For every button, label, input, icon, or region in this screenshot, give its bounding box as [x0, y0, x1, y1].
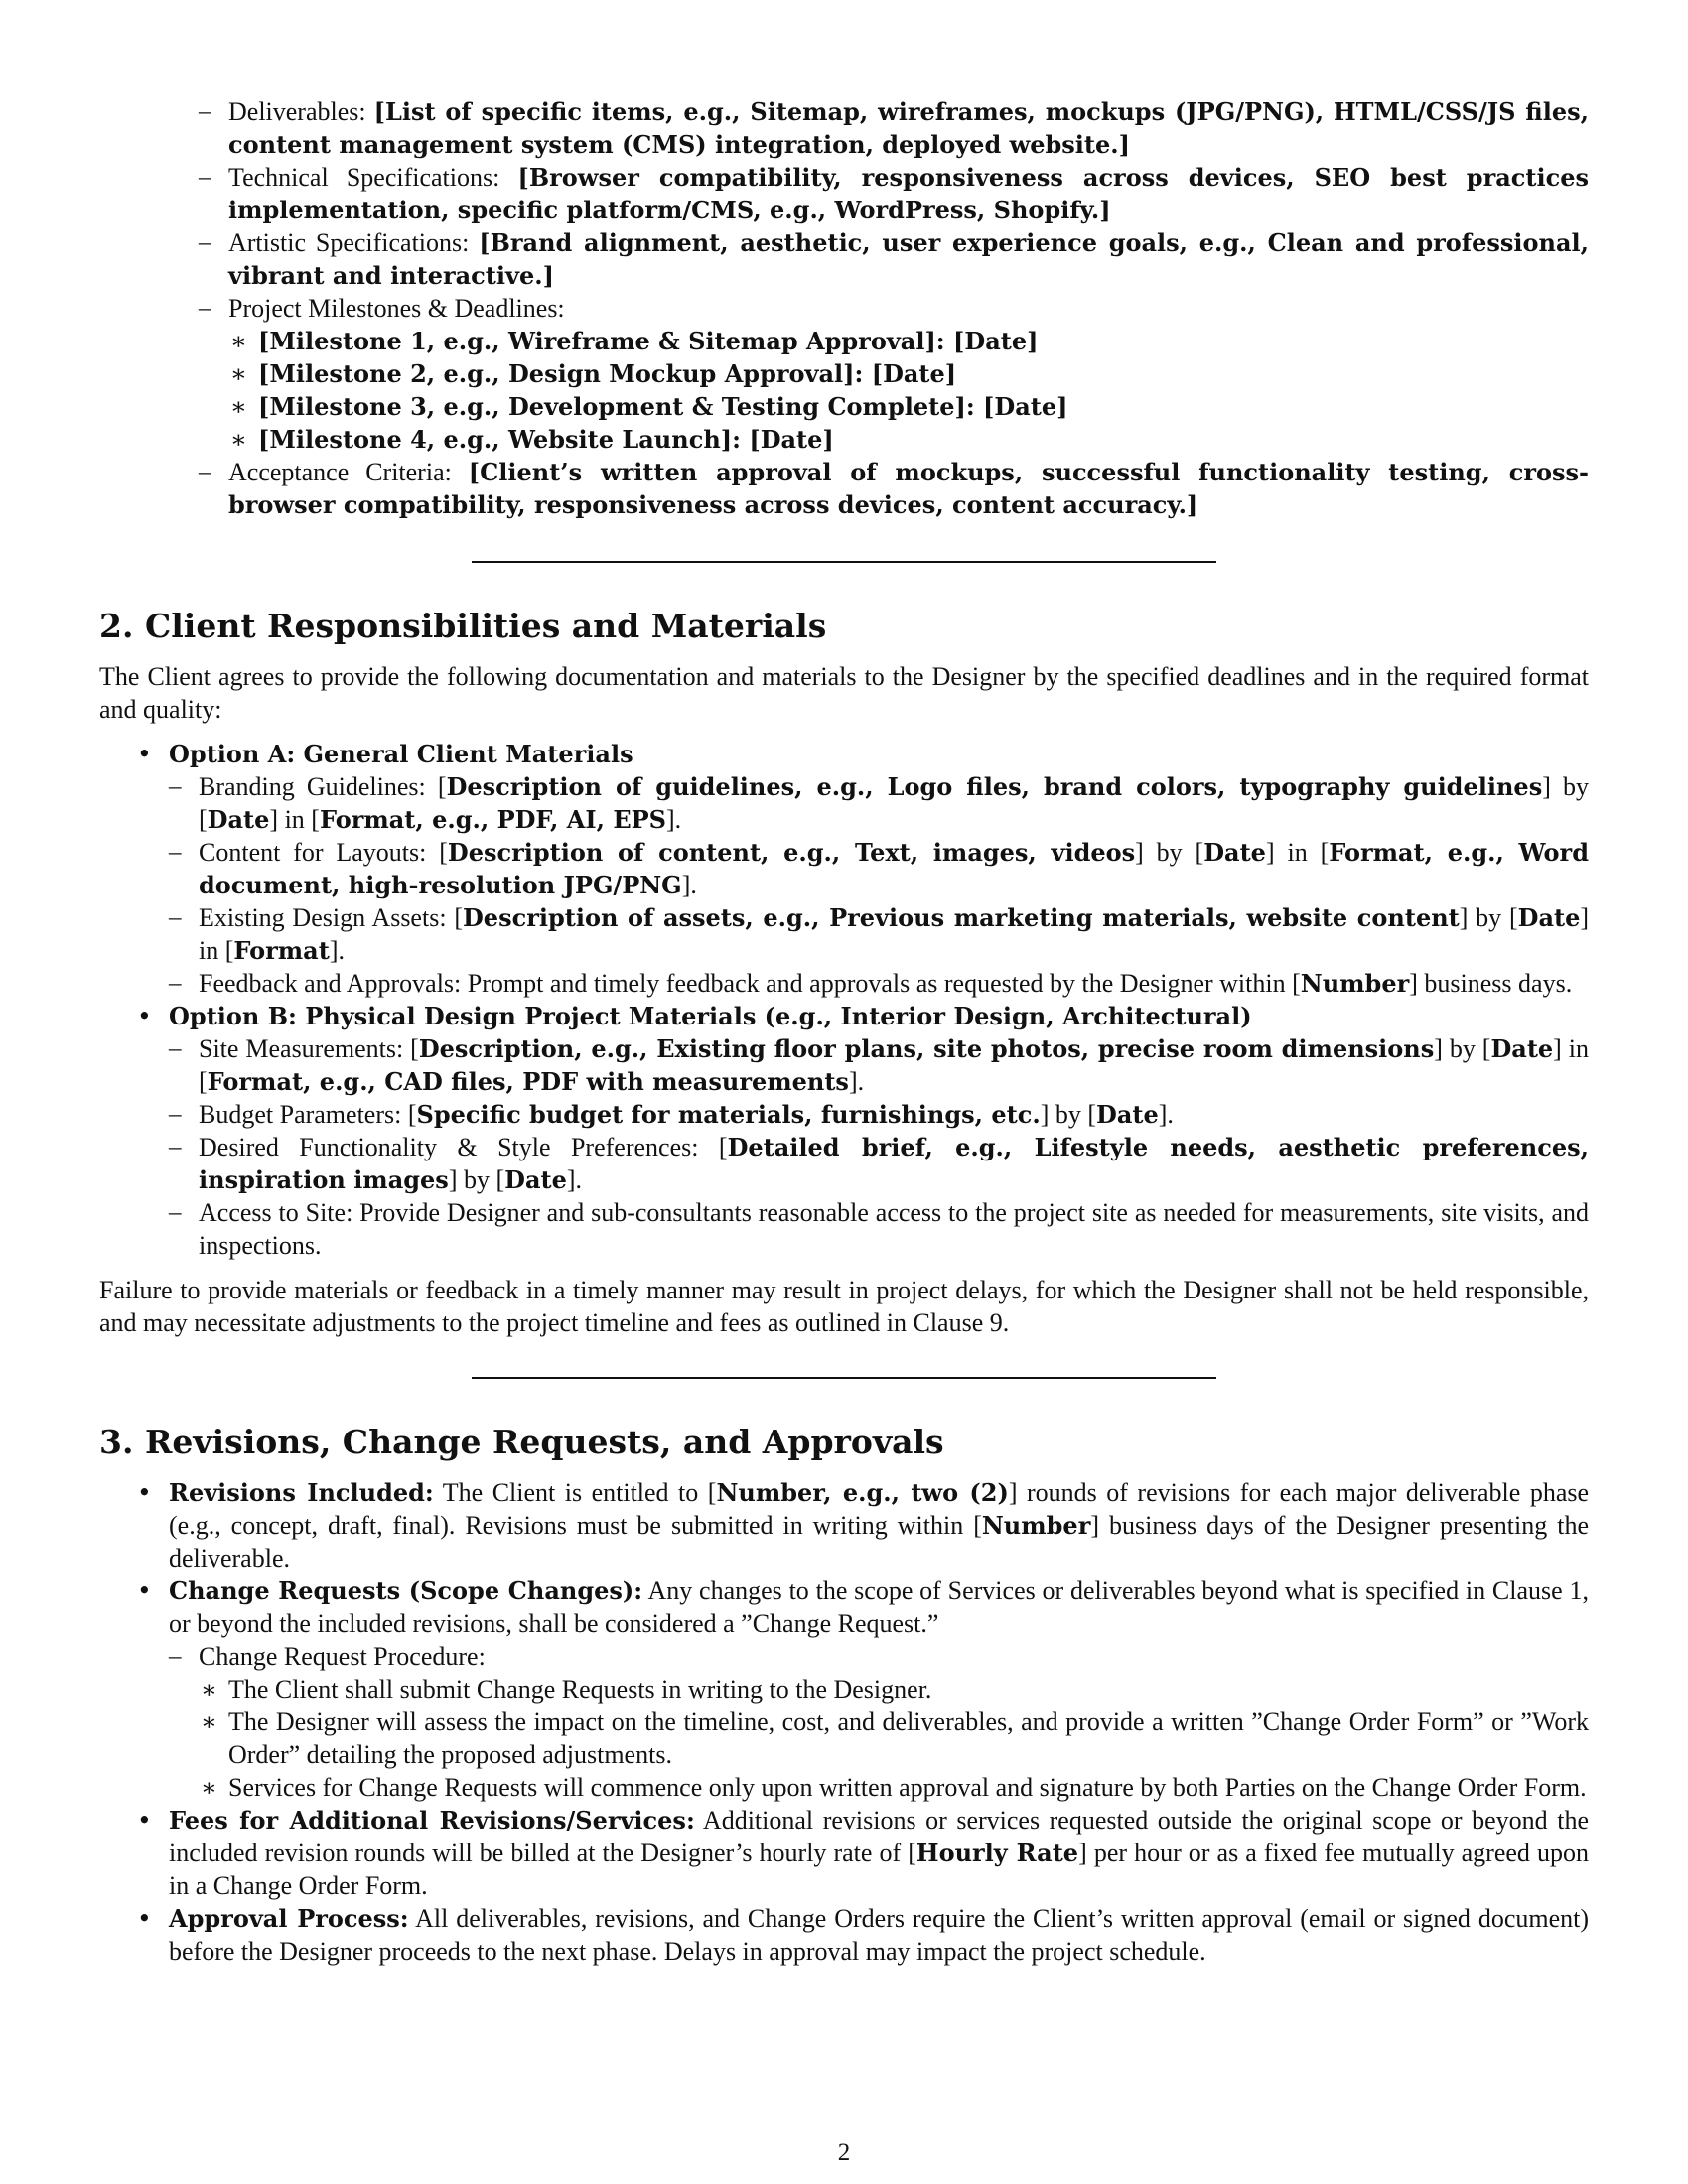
list-item: – Content for Layouts: [Description of content, e.g., Text, images, videos] by [Date] in [Format, e.g., Word document, high-resolution JPG/PNG].	[169, 836, 1589, 901]
milestone-item: ∗ [Milestone 2, e.g., Design Mockup Approval]: [Date]	[228, 357, 1589, 390]
milestone-item: ∗ [Milestone 4, e.g., Website Launch]: [Date]	[228, 423, 1589, 456]
section-intro: The Client agrees to provide the following documentation and materials to the Designer by the specified deadlines and in the required format and quality:	[99, 662, 1589, 724]
list-item: • Revisions Included: The Client is entitled to [Number, e.g., two (2)] rounds of revisions for each major deliverable phase (e.g., concept, draft, final). Revisions must be submitted in writing within [Number] business days of the Designer presenting the deliverable.	[99, 1476, 1589, 1574]
milestone-list	[228, 325, 1589, 456]
procedure-step: ∗ The Designer will assess the impact on the timeline, cost, and deliverables, and provide a written ”Change Order Form” or ”Work Order” detailing the proposed adjustments.	[199, 1706, 1589, 1771]
page-number: 2	[837, 2139, 851, 2166]
page-content	[99, 95, 1589, 1968]
procedure-step: ∗ The Client shall submit Change Requests in writing to the Designer.	[199, 1673, 1589, 1706]
list-item: – Budget Parameters: [Specific budget for materials, furnishings, etc.] by [Date].	[169, 1098, 1589, 1131]
section1-continuation	[99, 95, 1589, 521]
list-item: – Desired Functionality & Style Preferences: [Detailed brief, e.g., Lifestyle needs, aesthetic preferences, inspiration images] by [Date].	[169, 1131, 1589, 1196]
list-item: • Change Requests (Scope Changes): Any changes to the scope of Services or deliverables beyond what is specified in Clause 1, or beyond the included revisions, shall be considered a ”Change Request.” – Change Request Procedure: ∗ The Client shall submit Change Requests in writing to the Designer. ∗ The Designer will assess the impact on the timeline, cost, and deliverables, and provide a written ”Change Order Form” or ”Work Order” detailing the proposed adjustments. ∗ Services for Change Requests will commence only upon written approval and signature by both Parties on the Change Order Form.	[99, 1574, 1589, 1804]
list-item: – Existing Design Assets: [Description of assets, e.g., Previous marketing materials, website content] by [Date] in [Format].	[169, 901, 1589, 967]
list-item: – Project Milestones & Deadlines: ∗ [Milestone 1, e.g., Wireframe & Sitemap Approval]: [Date] ∗ [Milestone 2, e.g., Design Mockup Approval]: [Date] ∗ [Milestone 3, e.g., Development & Testing Complete]: [Date] ∗ [Milestone 4, e.g., Website Launch]: [Date]	[199, 292, 1589, 456]
milestone-item: ∗ [Milestone 1, e.g., Wireframe & Sitemap Approval]: [Date]	[228, 325, 1589, 357]
section-heading: 3. Revisions, Change Requests, and Approvals	[99, 1423, 944, 1461]
section-closing: Failure to provide materials or feedback in a timely manner may result in project delays, for which the Designer shall not be held responsible, and may necessitate adjustments to the project timeline and fees as outlined in Clause 9.	[99, 1276, 1589, 1337]
procedure-step: ∗ Services for Change Requests will commence only upon written approval and signature by both Parties on the Change Order Form.	[199, 1771, 1589, 1804]
list-item: – Change Request Procedure: ∗ The Client shall submit Change Requests in writing to the Designer. ∗ The Designer will assess the impact on the timeline, cost, and deliverables, and provide a written ”Change Order Form” or ”Work Order” detailing the proposed adjustments. ∗ Services for Change Requests will commence only upon written approval and signature by both Parties on the Change Order Form.	[169, 1640, 1589, 1804]
milestone-item: ∗ [Milestone 3, e.g., Development & Testing Complete]: [Date]	[228, 390, 1589, 423]
revisions-list	[99, 1476, 1589, 1968]
list-item: – Site Measurements: [Description, e.g., Existing floor plans, site photos, precise room dimensions] by [Date] in [Format, e.g., CAD files, PDF with measurements].	[169, 1032, 1589, 1098]
list-item: – Artistic Specifications: [Brand alignment, aesthetic, user experience goals, e.g., Clean and professional, vibrant and interactive.]	[199, 226, 1589, 292]
list-item: • Approval Process: All deliverables, revisions, and Change Orders require the Client’s written approval (email or signed document) before the Designer proceeds to the next phase. Delays in approval may impact the project schedule.	[99, 1902, 1589, 1968]
materials-list	[99, 738, 1589, 1262]
list-item: – Acceptance Criteria: [Client’s written approval of mockups, successful functionality testing, cross-browser compatibility, responsiveness across devices, content accuracy.]	[199, 456, 1589, 521]
list-item: – Technical Specifications: [Browser compatibility, responsiveness across devices, SEO best practices implementation, specific platform/CMS, e.g., WordPress, Shopify.]	[199, 161, 1589, 226]
list-item: – Deliverables: [List of specific items, e.g., Sitemap, wireframes, mockups (JPG/PNG), HTML/CSS/JS files, content management system (CMS) integration, deployed website.]	[199, 95, 1589, 161]
list-item: – Branding Guidelines: [Description of guidelines, e.g., Logo files, brand colors, typography guidelines] by [Date] in [Format, e.g., PDF, AI, EPS].	[169, 770, 1589, 836]
list-item: – Access to Site: Provide Designer and sub-consultants reasonable access to the project site as needed for measurements, site visits, and inspections.	[169, 1196, 1589, 1262]
list-item: – Feedback and Approvals: Prompt and timely feedback and approvals as requested by the Designer within [Number] business days.	[169, 967, 1589, 1000]
section-heading: 2. Client Responsibilities and Materials	[99, 607, 827, 645]
option-b: • Option B: Physical Design Project Materials (e.g., Interior Design, Architectural) – Site Measurements: [Description, e.g., Existing floor plans, site photos, precise room dimensions] by [Date] in [Format, e.g., CAD files, PDF with measurements]. – Budget Parameters: [Specific budget for materials, furnishings, etc.] by [Date]. – Desired Functionality & Style Preferences: [Detailed brief, e.g., Lifestyle needs, aesthetic preferences, inspiration images] by [Date]. – Access to Site: Provide Designer and sub-consultants reasonable access to the project site as needed for measurements, site visits, and inspections.	[99, 1000, 1589, 1262]
list-item: • Fees for Additional Revisions/Services: Additional revisions or services requested outside the original scope or beyond the included revision rounds will be billed at the Designer’s hourly rate of [Hourly Rate] per hour or as a fixed fee mutually agreed upon in a Change Order Form.	[99, 1804, 1589, 1902]
option-a: • Option A: General Client Materials – Branding Guidelines: [Description of guidelines, e.g., Logo files, brand colors, typography guidelines] by [Date] in [Format, e.g., PDF, AI, EPS]. – Content for Layouts: [Description of content, e.g., Text, images, videos] by [Date] in [Format, e.g., Word document, high-resolution JPG/PNG]. – Existing Design Assets: [Description of assets, e.g., Previous marketing materials, website content] by [Date] in [Format]. – Feedback and Approvals: Prompt and timely feedback and approvals as requested by the Designer within [Number] business days.	[99, 738, 1589, 1000]
